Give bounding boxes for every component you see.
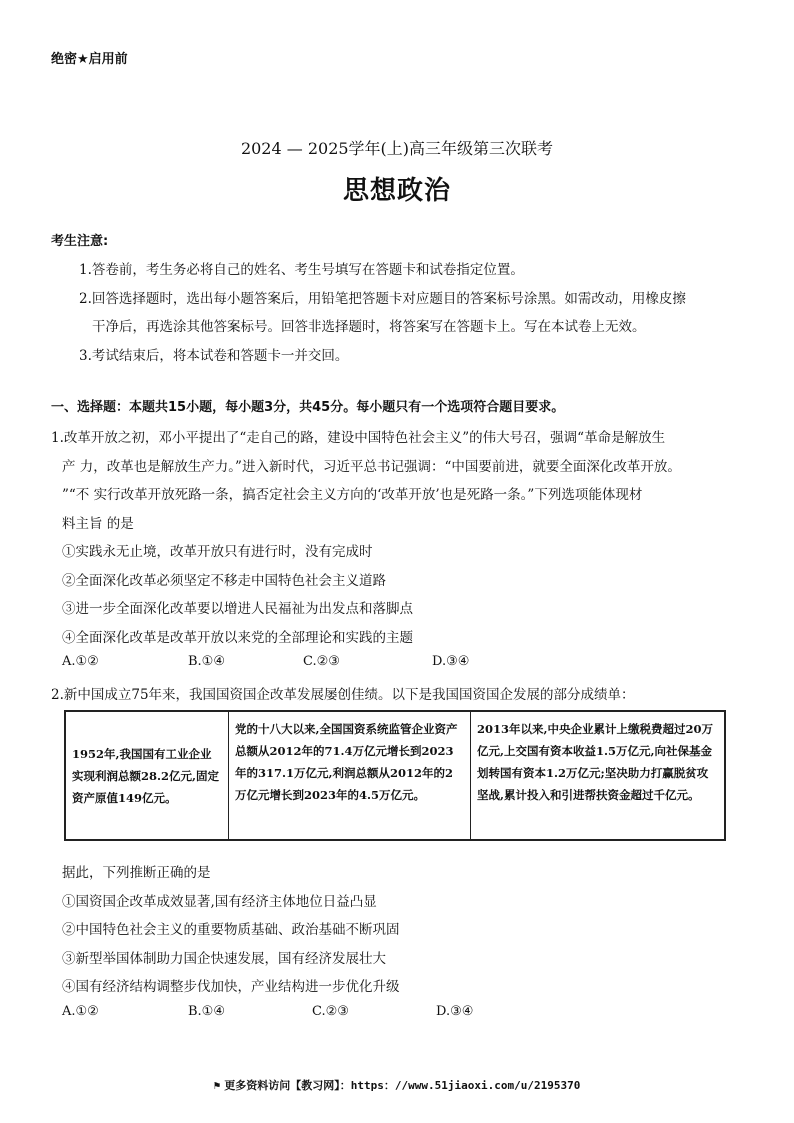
q1-stem-line: 产 力，改革也是解放生产力。”进入新时代，习近平总书记强调：“中国要前进，就要全面深化改革开放。	[62, 459, 681, 475]
section-title: 一、选择题：本题共15小题，每小题3分，共45分。每小题只有一个选项符合题目要求。	[51, 400, 565, 415]
q2-prompt: 据此，下列推断正确的是	[62, 865, 211, 881]
q1-option: ④全面深化改革是改革开放以来党的全部理论和实践的主题	[62, 630, 413, 646]
footer-text: 更多资料访问【教习网】：https：//www.51jiaoxi.com/u/2195370	[224, 1079, 581, 1092]
table-cell-since-18th: 党的十八大以来,全国国资系统监管企业资产总额从2012年的71.4万亿元增长到2023年的317.1万亿元,利润总额从2012年的2万亿元增长到2023年的4.5万亿元。	[228, 712, 470, 839]
q1-choice-b: B.①④	[188, 654, 225, 669]
q1-choice-c: C.②③	[303, 654, 340, 669]
q2-option: ④国有经济结构调整步伐加快，产业结构进一步优化升级	[62, 979, 400, 995]
notice-item: 3.考试结束后，将本试卷和答题卡一并交回。	[79, 348, 349, 364]
table-cell-since-2013: 2013年以来,中央企业累计上缴税费超过20万亿元,上交国有资本收益1.5万亿元,向社保基金划转国有资本1.2万亿元;坚决助力打赢脱贫攻坚战,累计投入和引进帮扶资金超过千亿元。	[470, 712, 724, 839]
secret-label: 绝密★启用前	[51, 52, 128, 67]
notice-item: 干净后，再选涂其他答案标号。回答非选择题时，将答案写在答题卡上。写在本试卷上无效。	[92, 319, 646, 335]
q2-choice-c: C.②③	[312, 1004, 349, 1019]
q2-option: ③新型举国体制助力国企快速发展，国有经济发展壮大	[62, 951, 386, 967]
subject-title: 思想政治	[342, 176, 451, 206]
q2-choice-a: A.①②	[62, 1004, 99, 1019]
q1-option: ③进一步全面深化改革要以增进人民福祉为出发点和落脚点	[62, 601, 413, 617]
q2-option: ②中国特色社会主义的重要物质基础、政治基础不断巩固	[62, 922, 400, 938]
table-cell-1952: 1952年,我国国有工业企业实现利润总额28.2亿元,固定资产原值149亿元。	[72, 746, 220, 805]
notice-item: 1.答卷前，考生务必将自己的姓名、考生号填写在答题卡和试卷指定位置。	[79, 262, 524, 278]
q2-stem: 2.新中国成立75年来，我国国资国企改革发展屡创佳绩。以下是我国国资国企发展的部分成绩单：	[51, 687, 635, 703]
q1-stem-line: ”“不 实行改革开放死路一条，搞否定社会主义方向的‘改革开放’也是死路一条。”下列选项能体现材	[62, 487, 643, 503]
notice-title: 考生注意:	[51, 234, 109, 249]
achievement-table	[64, 710, 726, 841]
exam-title: 2024 — 2025学年(上)高三年级第三次联考	[240, 139, 554, 158]
q1-option: ②全面深化改革必须坚定不移走中国特色社会主义道路	[62, 573, 386, 589]
notice-item: 2.回答选择题时，选出每小题答案后，用铅笔把答题卡对应题目的答案标号涂黑。如需改动，用橡皮擦	[79, 291, 686, 307]
q1-stem-line: 料主旨 的是	[62, 516, 134, 532]
q2-choice-b: B.①④	[188, 1004, 225, 1019]
footer-link[interactable]	[0, 1077, 794, 1093]
q2-choice-d: D.③④	[436, 1004, 474, 1019]
q1-choice-d: D.③④	[432, 654, 470, 669]
q1-stem-line: 1.改革开放之初，邓小平提出了“走自己的路，建设中国特色社会主义”的伟大号召，强调“革命是解放生	[51, 430, 666, 446]
flag-icon: ⚑	[213, 1079, 221, 1092]
q1-choice-a: A.①②	[62, 654, 99, 669]
q1-option: ①实践永无止境，改革开放只有进行时，没有完成时	[62, 544, 373, 560]
q2-option: ①国资国企改革成效显著,国有经济主体地位日益凸显	[62, 894, 377, 910]
